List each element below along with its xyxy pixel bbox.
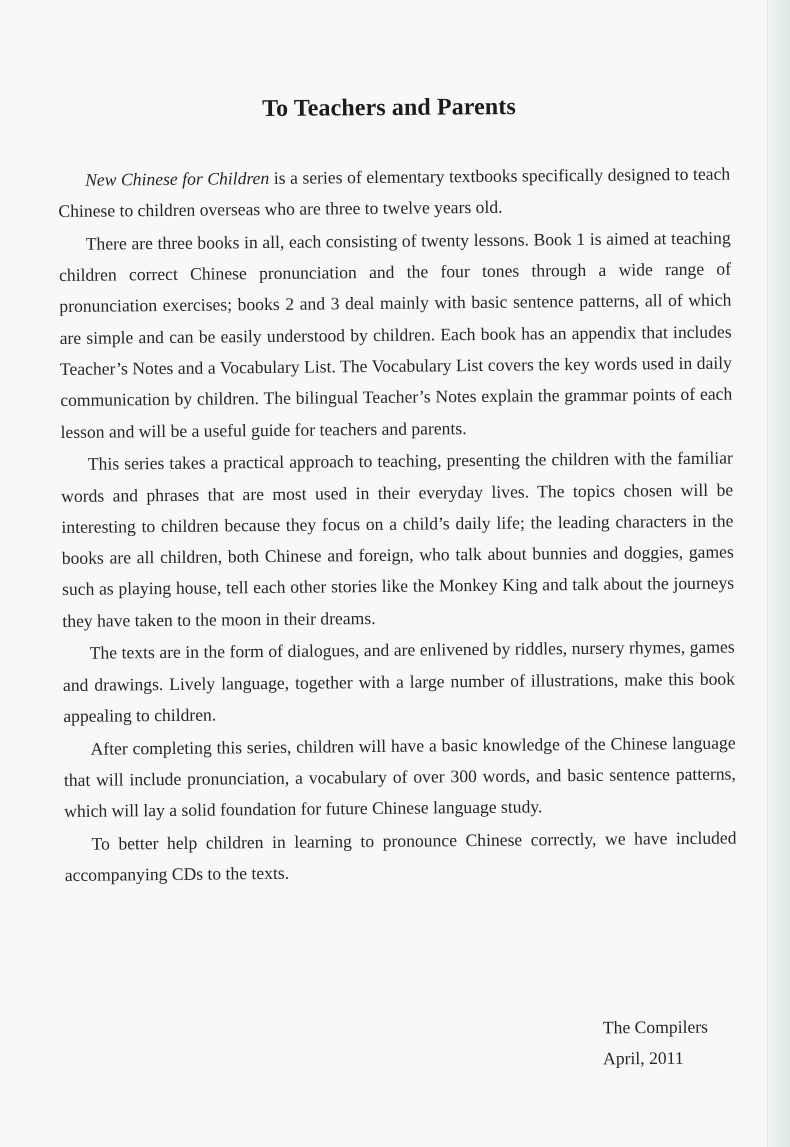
paragraph-intro <box>58 159 731 228</box>
signature-date: April, 2011 <box>603 1047 684 1069</box>
paragraph-texts: The texts are in the form of dialogues, and are enlivened by riddles, nursery rhymes, games and drawings. Lively language, together with a large number of illustrations, make this book appealing to children. <box>62 636 736 726</box>
paragraph-cds: To better help children in learning to pronounce Chinese correctly, we have included accompanying CDs to the texts. <box>64 827 737 885</box>
body-text <box>58 159 737 893</box>
paragraph-intro-text: is a series of elementary textbooks specifically designed to teach Chinese to children overseas who are three to twelve years old. <box>58 163 731 222</box>
book-title: New Chinese for Children <box>85 167 270 190</box>
page-title: To Teachers and Parents <box>262 94 516 122</box>
signature <box>603 1012 708 1075</box>
signature-author: The Compilers <box>602 1016 709 1038</box>
paragraph-outcome: After completing this series, children will have a basic knowledge of the Chinese language that will include pronunciation, a vocabulary of over 300 words, and basic sentence patterns, which will lay a solid foundation for future Chinese language study. <box>63 732 736 822</box>
paragraph-approach: This series takes a practical approach to teaching, presenting the children with the familiar words and phrases that are most used in their everyday lives. The topics chosen will be interesting to children because they focus on a child’s daily life; the leading characters in the books are all children, both Chinese and foreign, who talk about bunnies and doggies, games such as playing house, tell each other stories like the Monkey King and talk about the journeys they have taken to the moon in their dreams. <box>61 447 735 631</box>
page-edge <box>768 0 790 1147</box>
paragraph-books: There are three books in all, each consisting of twenty lessons. Book 1 is aimed at teaching children correct Chinese pronunciation and the four tones through a wide range of pronunciation exercises; books 2 and 3 deal mainly with basic sentence patterns, all of which are simple and can be easily understood by children. Each book has an appendix that includes Teacher’s Notes and a Vocabulary List. The Vocabulary List covers the key words used in daily communication by children. The bilingual Teacher’s Notes explain the grammar points of each lesson and will be a useful guide for teachers and parents. <box>58 227 733 442</box>
